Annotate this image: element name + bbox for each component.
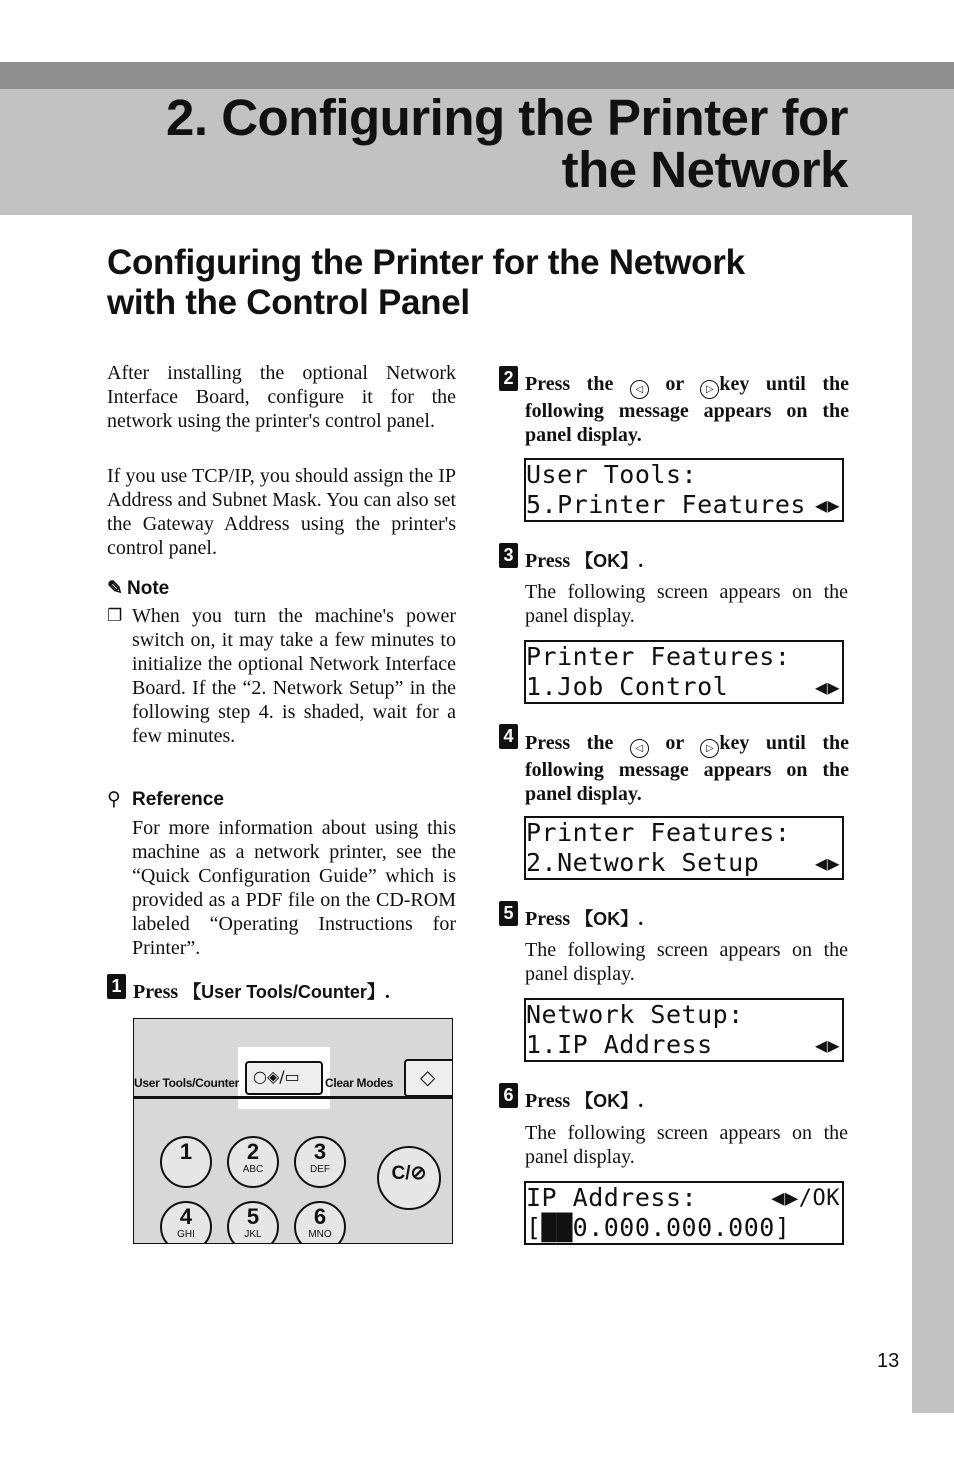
pencil-icon: ✎ (107, 578, 123, 599)
page-number: 13 (877, 1350, 900, 1372)
margin-strip (912, 89, 954, 1413)
note-bullet-icon: ❐ (107, 606, 123, 626)
user-tools-icon: ○◈/▭ (253, 1067, 300, 1086)
intro-paragraph-1: After installing the optional Network Interface Board, configure it for the network using the printer's control panel. (107, 362, 456, 432)
key-1[interactable]: 1 (160, 1136, 212, 1188)
step-1-text: Press 【User Tools/Counter】. (133, 981, 390, 1003)
step-5-number: 5 (499, 901, 518, 926)
ok-key-label: 【OK】 (575, 909, 639, 929)
step-2-number: 2 (499, 366, 518, 391)
left-right-arrow-icon: ◀▶ (814, 675, 840, 699)
key-6[interactable]: 6 MNO (294, 1201, 346, 1244)
top-bar (0, 62, 954, 89)
step-3-description: The following screen appears on the panel display. (525, 581, 848, 627)
section-title-line1: Configuring the Printer for the Network (107, 243, 745, 282)
lcd-ip-address: IP Address: ◀▶/OK [██0.000.000.000] (524, 1181, 844, 1245)
lcd-user-tools: User Tools: 5.Printer Features ◀▶ (524, 458, 844, 522)
lcd-printer-features-job: Printer Features: 1.Job Control ◀▶ (524, 640, 844, 704)
clear-stop-key[interactable]: C/⊘ (377, 1146, 441, 1210)
lcd-printer-features-network: Printer Features: 2.Network Setup ◀▶ (524, 816, 844, 880)
reference-heading: ⚲ Reference (107, 788, 224, 810)
right-arrow-key-icon: ▷ (700, 380, 719, 399)
intro-paragraph-2: If you use TCP/IP, you should assign the IP Address and Subnet Mask. You can also set the Gateway Address using the printer's control panel. (107, 465, 456, 559)
left-right-arrow-icon: ◀▶ (814, 493, 840, 517)
step-5-description: The following screen appears on the panel display. (525, 939, 848, 985)
step-2-text: Press the ◁ or ▷ key until the following message appears on the panel display. (525, 373, 849, 446)
arrow-ok-indicator: ◀▶/OK (771, 1186, 840, 1211)
chapter-title-line2: the Network (561, 141, 848, 198)
user-tools-button[interactable] (245, 1061, 323, 1095)
step-4-number: 4 (499, 724, 518, 749)
ok-key-label: 【OK】 (575, 551, 639, 571)
note-heading: ✎ Note (107, 578, 170, 599)
step-5-text: Press 【OK】. (525, 908, 644, 930)
chapter-title-line1: 2. Configuring the Printer for (166, 89, 848, 146)
step-6-text: Press 【OK】. (525, 1090, 644, 1112)
reference-text: For more information about using this machine as a network printer, see the “Quick Configuration Guide” which is provided as a PDF file on the CD-ROM labeled “Operating Instructions for Printer”. (132, 817, 456, 959)
step-6-number: 6 (499, 1083, 518, 1108)
section-title (107, 243, 867, 323)
user-tools-label: User Tools/Counter (134, 1076, 240, 1090)
step-6-description: The following screen appears on the panel display. (525, 1122, 848, 1168)
lcd-network-setup: Network Setup: 1.IP Address ◀▶ (524, 998, 844, 1062)
clear-modes-icon: ◇ (420, 1065, 436, 1089)
right-arrow-key-icon: ▷ (700, 739, 719, 758)
key-2[interactable]: 2 ABC (227, 1136, 279, 1188)
panel-divider (134, 1096, 452, 1099)
left-arrow-key-icon: ◁ (630, 739, 649, 758)
left-right-arrow-icon: ◀▶ (814, 1033, 840, 1057)
magnifier-icon: ⚲ (107, 788, 121, 810)
clear-modes-button[interactable] (404, 1059, 453, 1097)
chapter-title (88, 89, 848, 198)
step-1-number: 1 (107, 974, 126, 999)
key-5[interactable]: 5 JKL (227, 1201, 279, 1244)
step-4-text: Press the ◁ or ▷ key until the following message appears on the panel display. (525, 732, 849, 805)
key-3[interactable]: 3 DEF (294, 1136, 346, 1188)
clear-modes-label: Clear Modes (325, 1076, 394, 1090)
section-title-line2: with the Control Panel (107, 283, 470, 322)
step-3-text: Press 【OK】. (525, 550, 644, 572)
ok-key-label: 【OK】 (575, 1091, 639, 1111)
user-tools-key-label: 【User Tools/Counter】 (183, 982, 385, 1002)
note-text: When you turn the machine's power switch on, it may take a few minutes to initialize the optional Network Interface Board. If the “2. Network Setup” in the following step 4. is shaded, wait for a few minutes. (132, 605, 456, 747)
key-4[interactable]: 4 GHI (160, 1201, 212, 1244)
left-arrow-key-icon: ◁ (630, 380, 649, 399)
left-right-arrow-icon: ◀▶ (814, 851, 840, 875)
step-3-number: 3 (499, 543, 518, 568)
control-panel-illustration (133, 1018, 453, 1244)
